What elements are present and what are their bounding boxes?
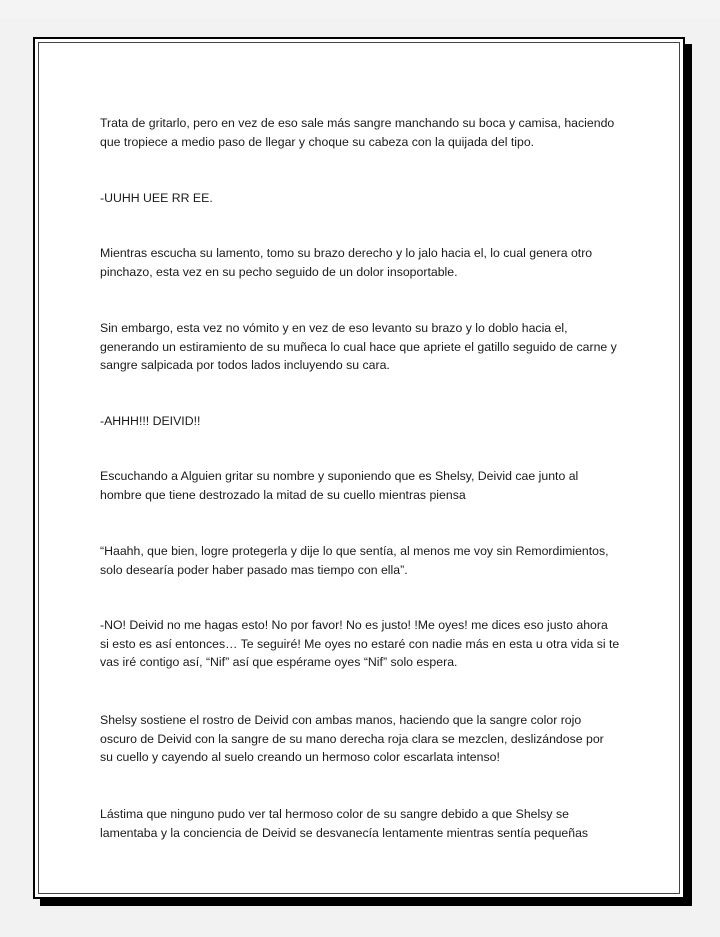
paragraph-3: Sin embargo, esta vez no vómito y en vez de eso levanto su brazo y lo doblo hacia el, generando un estiramiento de su muñeca lo cual hace que apriete el gatillo seguido de carne y sangre salpicada por todos lados incluyendo su cara. xyxy=(100,321,617,373)
paragraph-6: Lástima que ninguno pudo ver tal hermoso color de su sangre debido a que Shelsy se lamentaba y la conciencia de Deivid se desvanecía lentamente mientras sentía pequeñas xyxy=(100,807,589,840)
paragraph-4: Escuchando a Alguien gritar su nombre y suponiendo que es Shelsy, Deivid cae junto al hombre que tiene destrozado la mitad de su cuello mientras piensa xyxy=(100,469,579,502)
paragraph-5: Shelsy sostiene el rostro de Deivid con ambas manos, haciendo que la sangre color rojo oscuro de Deivid con la sangre de su mano derecha roja clara se mezclen, deslizándose por su cuello y cayendo al suelo creando un hermoso color escarlata intenso! xyxy=(100,713,604,765)
paragraph-2: Mientras escucha su lamento, tomo su brazo derecho y lo jalo hacia el, lo cual genera otro pinchazo, esta vez en su pecho seguido de un dolor insoportable. xyxy=(100,246,593,279)
dialogue-line-2: -AHHH!!! DEIVID!! xyxy=(100,414,201,428)
dialogue-line-1: -UUHH UEE RR EE. xyxy=(100,191,213,205)
paragraph-1: Trata de gritarlo, pero en vez de eso sale más sangre manchando su boca y camisa, haciendo que tropiece a medio paso de llegar y choque su cabeza con la quijada del tipo. xyxy=(100,116,615,149)
dialogue-line-3: -NO! Deivid no me hagas esto! No por favor! No es justo! !Me oyes! me dices eso justo ahora si esto es así entonces… Te seguiré! Me oyes no estaré con nadie más en esta u otra vida si te vas iré contigo así, “Nif” así que espérame oyes “Nif” solo espera. xyxy=(100,618,620,670)
top-band xyxy=(0,0,720,18)
thought-quote: “Haahh, que bien, logre protegerla y dije lo que sentía, al menos me voy sin Remordimientos, solo desearía poder haber pasado mas tiempo con ella”. xyxy=(100,544,609,577)
